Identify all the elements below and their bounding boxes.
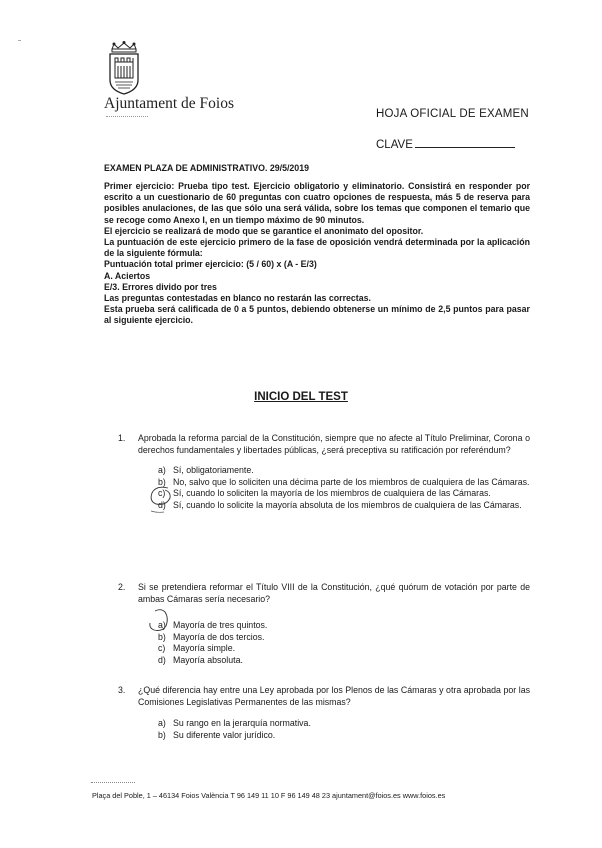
answer-options bbox=[158, 620, 530, 666]
option-text: Mayoría de tres quintos. bbox=[173, 620, 268, 631]
clave-label: CLAVE bbox=[376, 139, 413, 151]
instruction-paragraph: Primer ejercicio: Prueba tipo test. Ejercicio obligatorio y eliminatorio. Consistirá en responder por escrito a un cuestionario de 60 preguntas con cuatro opciones de respuesta, más 5 de reserva para posibles anulaciones, de las que sólo una será válida, sobre los temas que componen el temario que se recoge como Anexo I, en un tiempo máximo de 90 minutos. bbox=[104, 181, 530, 225]
exam-instructions bbox=[104, 181, 530, 327]
answer-options bbox=[158, 718, 530, 741]
answer-option-b[interactable] bbox=[158, 477, 530, 489]
answer-option-b[interactable] bbox=[158, 730, 530, 742]
option-text: No, salvo que lo soliciten una décima parte de los miembros de cualquiera de las Cámaras. bbox=[173, 476, 530, 487]
answer-option-a[interactable] bbox=[158, 718, 530, 730]
question-text: ¿Qué diferencia hay entre una Ley aprobada por los Plenos de las Cámaras y otra aprobada por las Comisiones Legislativas Permanentes de las mismas? bbox=[138, 685, 530, 707]
answer-option-d[interactable] bbox=[158, 500, 530, 512]
instruction-paragraph: Esta prueba será calificada de 0 a 5 puntos, debiendo obtenerse un mínimo de 2,5 puntos para pasar al siguiente ejercicio. bbox=[104, 304, 530, 326]
answer-option-c[interactable] bbox=[158, 488, 530, 500]
question-text: Si se pretendiera reformar el Título VIII de la Constitución, ¿qué quórum de votación por parte de ambas Cámaras sería necesario? bbox=[138, 582, 530, 604]
question-text: Aprobada la reforma parcial de la Constitución, siempre que no afecte al Título Preliminar, Corona o derechos fundamentales y libertades públicas, ¿será preceptiva su ratificación por referéndum? bbox=[138, 433, 530, 455]
section-title: INICIO DEL TEST bbox=[254, 391, 348, 403]
option-text: Mayoría de dos tercios. bbox=[173, 631, 265, 642]
answer-option-a[interactable] bbox=[158, 465, 530, 477]
option-letter: b) bbox=[158, 631, 166, 642]
option-text: Mayoría simple. bbox=[173, 643, 236, 654]
option-letter: a) bbox=[158, 718, 166, 729]
answer-options bbox=[158, 465, 530, 511]
option-text: Mayoría absoluta. bbox=[173, 654, 243, 665]
scan-mark bbox=[18, 40, 21, 41]
option-letter: c) bbox=[158, 643, 166, 654]
question-number: 1. bbox=[118, 433, 126, 443]
option-letter: c) bbox=[158, 488, 166, 499]
instruction-paragraph: E/3. Errores divido por tres bbox=[104, 281, 217, 292]
organization-subline bbox=[106, 116, 148, 118]
footer-divider bbox=[91, 782, 135, 783]
exam-title: EXAMEN PLAZA DE ADMINISTRATIVO. 29/5/2019 bbox=[104, 163, 309, 173]
answer-option-a[interactable] bbox=[158, 620, 530, 632]
instruction-paragraph: A. Aciertos bbox=[104, 270, 151, 281]
option-text: Sí, cuando lo solicite la mayoría absoluta de los miembros de cualquiera de las Cámaras. bbox=[173, 499, 522, 510]
organization-name: Ajuntament de Foios bbox=[104, 95, 235, 112]
instruction-paragraph: La puntuación de este ejercicio primero de la fase de oposición vendrá determinada por la aplicación de la siguiente fórmula: bbox=[104, 237, 530, 259]
option-text: Su diferente valor jurídico. bbox=[173, 729, 276, 740]
question-number: 2. bbox=[118, 582, 126, 592]
instruction-paragraph: El ejercicio se realizará de modo que se garantice el anonimato del opositor. bbox=[104, 225, 424, 236]
option-letter: b) bbox=[158, 476, 166, 487]
option-text: Sí, obligatoriamente. bbox=[173, 465, 254, 476]
document-type: HOJA OFICIAL DE EXAMEN bbox=[376, 108, 529, 120]
question-3 bbox=[118, 685, 530, 741]
answer-option-b[interactable] bbox=[158, 632, 530, 644]
option-text: Su rango en la jerarquía normativa. bbox=[173, 718, 311, 729]
option-letter: a) bbox=[158, 465, 166, 476]
answer-option-c[interactable] bbox=[158, 643, 530, 655]
option-letter: a) bbox=[158, 620, 166, 631]
option-letter: b) bbox=[158, 729, 166, 740]
clave-field bbox=[376, 137, 515, 151]
footer-contact: Plaça del Poble, 1 – 46134 Foios València T 96 149 11 10 F 96 149 48 23 ajuntament@foios.es www.foios.es bbox=[92, 791, 446, 800]
option-letter: d) bbox=[158, 654, 166, 665]
instruction-paragraph: Las preguntas contestadas en blanco no restarán las correctas. bbox=[104, 293, 371, 304]
option-letter: d) bbox=[158, 499, 166, 510]
answer-option-d[interactable] bbox=[158, 655, 530, 667]
option-text: Sí, cuando lo soliciten la mayoría de los miembros de cualquiera de las Cámaras. bbox=[173, 488, 491, 499]
question-number: 3. bbox=[118, 685, 126, 695]
question-1 bbox=[118, 433, 530, 512]
clave-blank-line bbox=[415, 137, 515, 148]
question-2 bbox=[118, 582, 530, 667]
scoring-formula: Puntuación total primer ejercicio: (5 / 60) x (A - E/3) bbox=[104, 259, 317, 270]
